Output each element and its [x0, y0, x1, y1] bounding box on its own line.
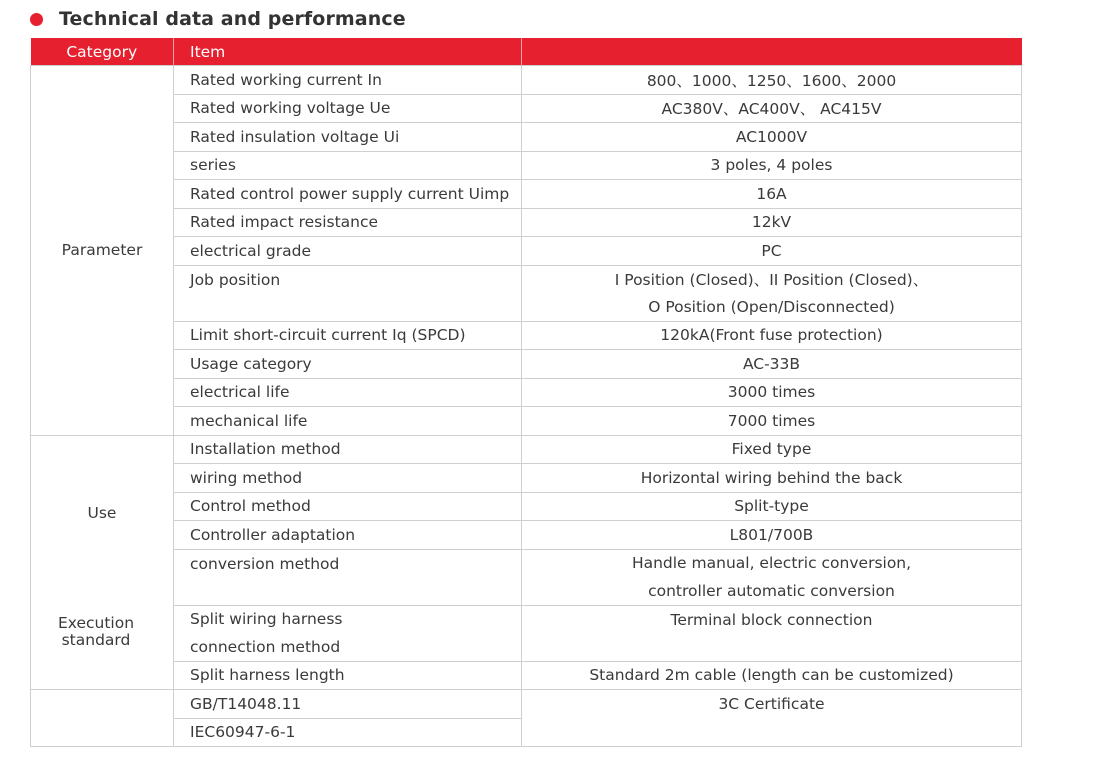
row-item: wiring method [174, 464, 522, 493]
row-value: 16A [522, 180, 1022, 209]
table-row [31, 605, 1022, 633]
table-row [31, 549, 1022, 577]
row-value-line1: I Position (Closed)、II Position (Closed)、 [522, 265, 1022, 293]
row-item: Rated insulation voltage Ui [174, 123, 522, 152]
row-item: Limit short-circuit current Iq (SPCD) [174, 321, 522, 350]
row-value: 3 poles, 4 poles [522, 151, 1022, 180]
row-item: Controller adaptation [174, 521, 522, 550]
row-value-line2: controller automatic conversion [522, 577, 1022, 605]
row-value: Horizontal wiring behind the back [522, 464, 1022, 493]
category-execution: Execution standard [57, 613, 135, 649]
table-row [31, 521, 1022, 550]
header-item: Item [174, 38, 522, 66]
table-row [31, 265, 1022, 293]
table-row [31, 407, 1022, 436]
row-item: GB/T14048.11 [174, 690, 522, 719]
row-item: Rated working voltage Ue [174, 94, 522, 123]
row-value: Fixed type [522, 435, 1022, 464]
table-row [31, 151, 1022, 180]
category-use-cell [31, 435, 174, 690]
row-item: IEC60947-6-1 [174, 718, 522, 747]
category-parameter: Parameter [31, 66, 174, 436]
row-value: 12kV [522, 208, 1022, 237]
table-row [31, 435, 1022, 464]
table-row [31, 492, 1022, 521]
row-item-line1: Split wiring harness [174, 605, 522, 633]
table-row [31, 66, 1022, 95]
table-row [31, 378, 1022, 407]
table-row [31, 321, 1022, 350]
row-item: mechanical life [174, 407, 522, 436]
header-category: Category [31, 38, 174, 66]
category-use: Use [87, 503, 117, 522]
row-item: Rated impact resistance [174, 208, 522, 237]
row-item: Control method [174, 492, 522, 521]
header-value [522, 38, 1022, 66]
table-row [31, 661, 1022, 690]
table-row [31, 237, 1022, 266]
table-row [31, 690, 1022, 719]
table-row [31, 208, 1022, 237]
table-header-row [31, 38, 1022, 66]
row-value: 120kA(Front fuse protection) [522, 321, 1022, 350]
row-item: conversion method [174, 549, 522, 605]
row-value: 800、1000、1250、1600、2000 [522, 66, 1022, 95]
table-row [31, 464, 1022, 493]
row-item-line2: connection method [174, 633, 522, 661]
row-item: electrical grade [174, 237, 522, 266]
table-row [31, 350, 1022, 379]
table-row [31, 123, 1022, 152]
row-item: Rated control power supply current Uimp [174, 180, 522, 209]
table-row [31, 94, 1022, 123]
row-value: L801/700B [522, 521, 1022, 550]
row-value: PC [522, 237, 1022, 266]
row-value: 3C Certificate [522, 690, 1022, 747]
row-value: Standard 2m cable (length can be customized) [522, 661, 1022, 690]
spec-table [30, 38, 1022, 747]
row-item: electrical life [174, 378, 522, 407]
table-row [31, 180, 1022, 209]
row-value: Split-type [522, 492, 1022, 521]
row-item: Job position [174, 265, 522, 321]
row-value: AC-33B [522, 350, 1022, 379]
category-empty [31, 690, 174, 747]
row-value-line2: O Position (Open/Disconnected) [522, 293, 1022, 321]
row-item: Rated working current In [174, 66, 522, 95]
row-item: Installation method [174, 435, 522, 464]
row-item: Split harness length [174, 661, 522, 690]
row-item: series [174, 151, 522, 180]
row-value: 3000 times [522, 378, 1022, 407]
row-value: AC380V、AC400V、 AC415V [522, 94, 1022, 123]
bullet-dot-icon [30, 13, 43, 26]
row-value-line1: Handle manual, electric conversion, [522, 549, 1022, 577]
row-value: AC1000V [522, 123, 1022, 152]
section-title: Technical data and performance [59, 8, 406, 30]
section-heading [30, 6, 406, 32]
row-item: Usage category [174, 350, 522, 379]
row-value: 7000 times [522, 407, 1022, 436]
row-value: Terminal block connection [522, 605, 1022, 661]
